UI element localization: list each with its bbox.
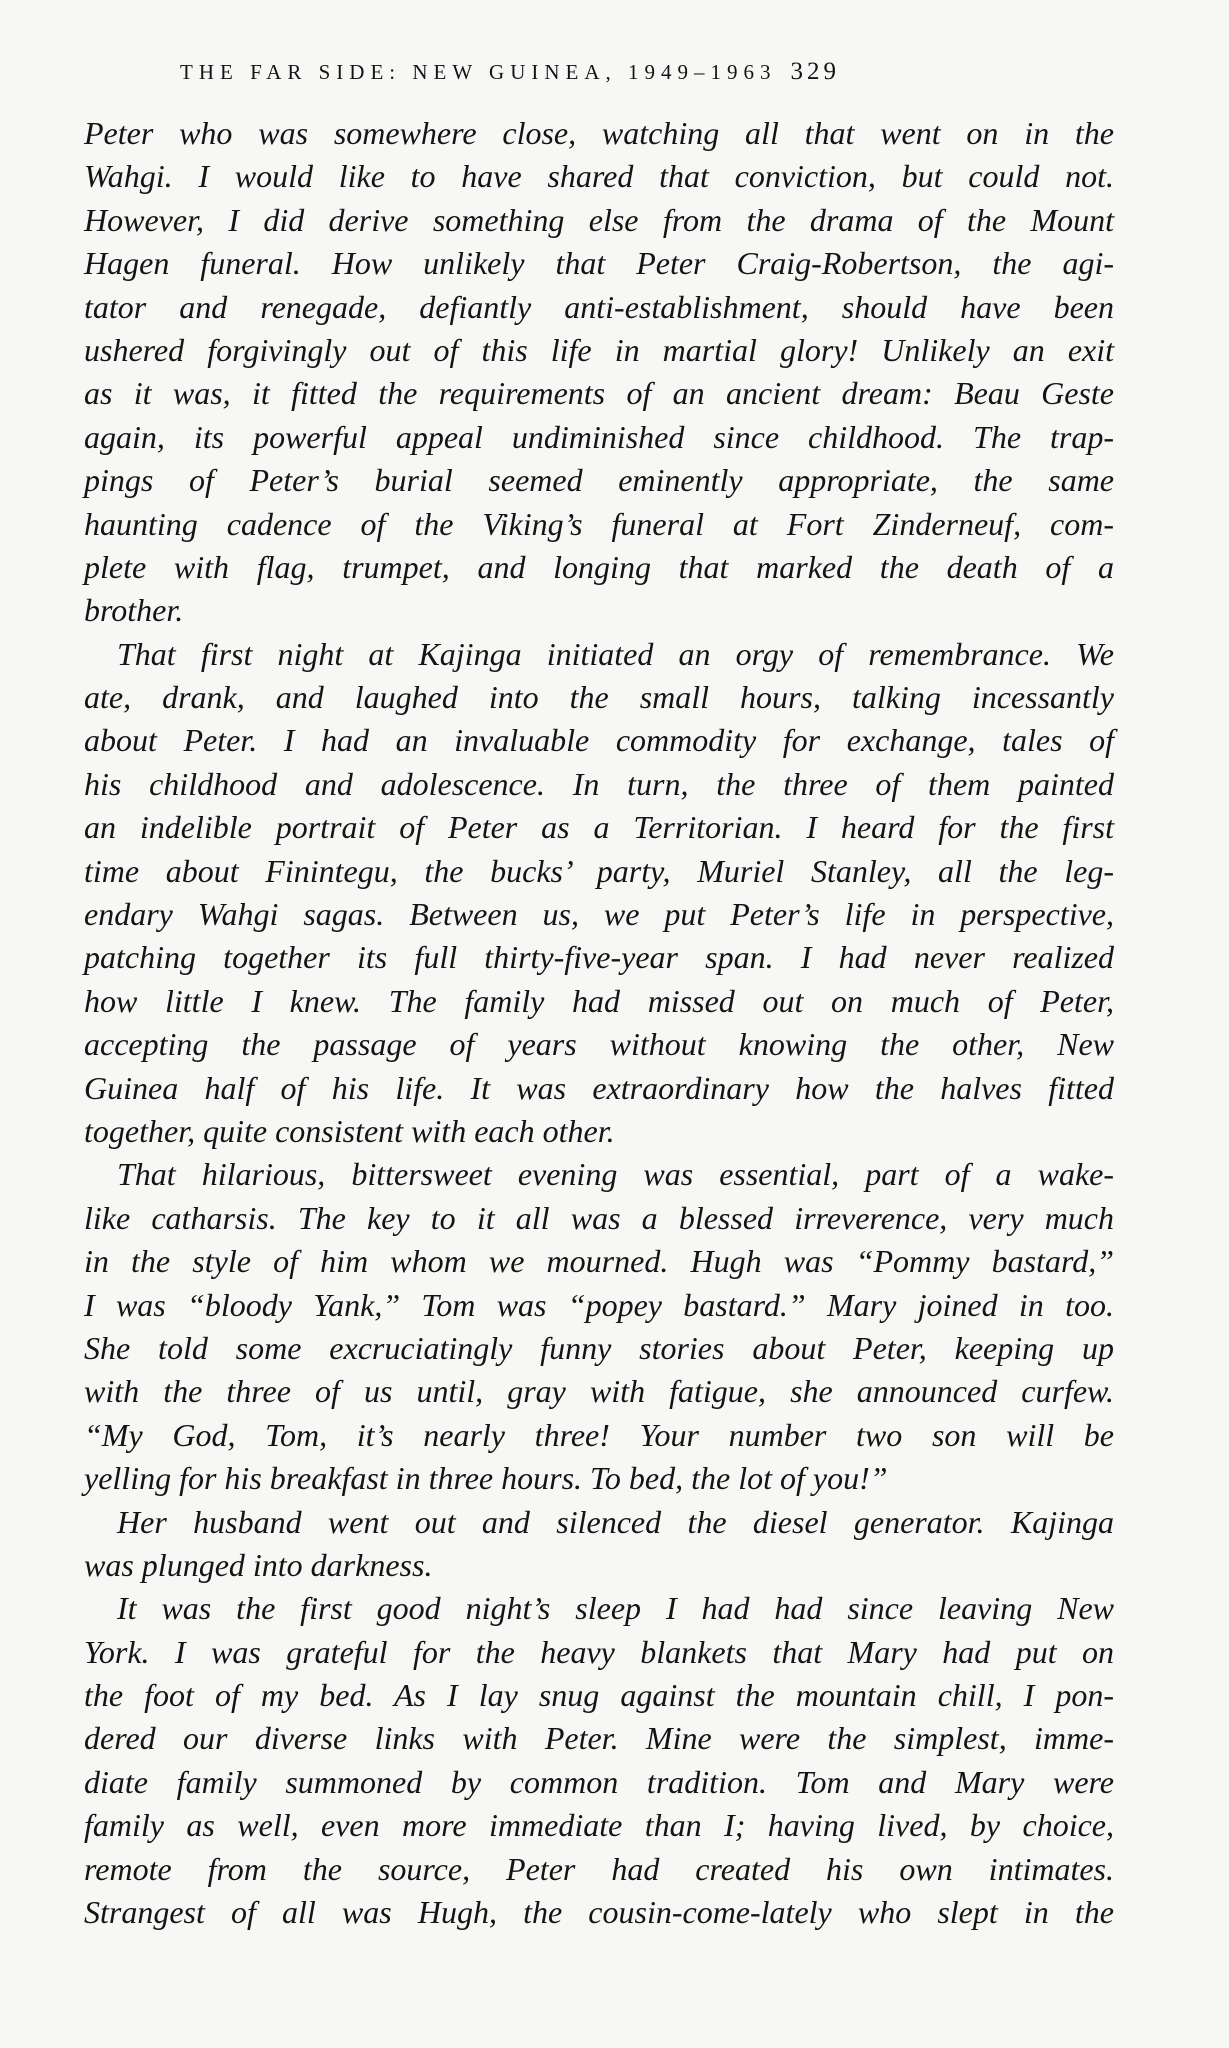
text-line: how little I knew. The family had missed out on much of Peter, [84, 982, 1114, 1019]
text-line: She told some excruciatingly funny stories about Peter, keeping up [84, 1329, 1114, 1366]
text-line: York. I was grateful for the heavy blankets that Mary had put on [84, 1633, 1114, 1670]
text-line: remote from the source, Peter had created his own intimates. [84, 1850, 1114, 1887]
text-line: like catharsis. The key to it all was a blessed irreverence, very much [84, 1199, 1114, 1236]
page-number: 329 [790, 58, 841, 85]
text-line: That hilarious, bittersweet evening was essential, part of a wake- [117, 1156, 1114, 1193]
text-line: Strangest of all was Hugh, the cousin-come-lately who slept in the [84, 1894, 1114, 1931]
text-line: diate family summoned by common tradition. Tom and Mary were [84, 1763, 1114, 1800]
text-line: “My God, Tom, it’s nearly three! Your number two son will be [84, 1416, 1114, 1453]
text-line: his childhood and adolescence. In turn, the three of them painted [84, 765, 1114, 802]
text-line: family as well, even more immediate than I; having lived, by choice, [84, 1807, 1114, 1844]
text-line: Peter who was somewhere close, watching all that went on in the [84, 115, 1114, 151]
text-line: Hagen funeral. How unlikely that Peter Craig-Robertson, the agi- [84, 245, 1114, 282]
text-line: Wahgi. I would like to have shared that conviction, but could not. [84, 158, 1114, 195]
text-line: accepting the passage of years without knowing the other, New [84, 1026, 1114, 1063]
text-line: as it was, it fitted the requirements of an ancient dream: Beau Geste [84, 375, 1114, 412]
text-line: patching together its full thirty-five-year span. I had never realized [84, 939, 1114, 976]
text-line: in the style of him whom we mourned. Hugh was “Pommy bastard,” [84, 1243, 1114, 1280]
text-line: brother. [84, 592, 184, 629]
text-line: about Peter. I had an invaluable commodity for exchange, tales of [84, 722, 1114, 759]
text-line: It was the first good night’s sleep I had had since leaving New [117, 1590, 1114, 1627]
text-line: I was “bloody Yank,” Tom was “popey bastard.” Mary joined in too. [84, 1286, 1114, 1323]
text-line: with the three of us until, gray with fatigue, she announced curfew. [84, 1373, 1114, 1410]
text-line: haunting cadence of the Viking’s funeral at Fort Zinderneuf, com- [84, 505, 1114, 542]
running-head [180, 58, 1085, 86]
text-line: Guinea half of his life. It was extraordinary how the halves fitted [84, 1069, 1114, 1106]
running-head-title: THE FAR SIDE: NEW GUINEA, 1949–1963 [180, 60, 777, 84]
text-line: That first night at Kajinga initiated an orgy of remembrance. We [117, 635, 1114, 672]
text-line: an indelible portrait of Peter as a Territorian. I heard for the first [84, 809, 1114, 846]
text-line: together, quite consistent with each other. [84, 1112, 615, 1149]
text-line: tator and renegade, defiantly anti-establishment, should have been [84, 288, 1114, 325]
text-line: plete with flag, trumpet, and longing that marked the death of a [84, 548, 1114, 585]
text-line: dered our diverse links with Peter. Mine were the simplest, imme- [84, 1720, 1114, 1757]
text-line: was plunged into darkness. [84, 1546, 433, 1583]
text-line: again, its powerful appeal undiminished since childhood. The trap- [84, 418, 1114, 455]
text-line: pings of Peter’s burial seemed eminently appropriate, the same [84, 462, 1114, 499]
text-line: the foot of my bed. As I lay snug against the mountain chill, I pon- [84, 1677, 1114, 1714]
text-line: ate, drank, and laughed into the small hours, talking incessantly [84, 679, 1114, 716]
body-text [84, 112, 1114, 1934]
text-line: ushered forgivingly out of this life in martial glory! Unlikely an exit [84, 331, 1114, 368]
text-line: However, I did derive something else from the drama of the Mount [84, 201, 1114, 238]
text-line: endary Wahgi sagas. Between us, we put Peter’s life in perspective, [84, 896, 1114, 933]
text-line: yelling for his breakfast in three hours. To bed, the lot of you!” [84, 1460, 888, 1497]
text-line: time about Finintegu, the bucks’ party, Muriel Stanley, all the leg- [84, 852, 1114, 889]
text-line: Her husband went out and silenced the diesel generator. Kajinga [117, 1503, 1114, 1540]
